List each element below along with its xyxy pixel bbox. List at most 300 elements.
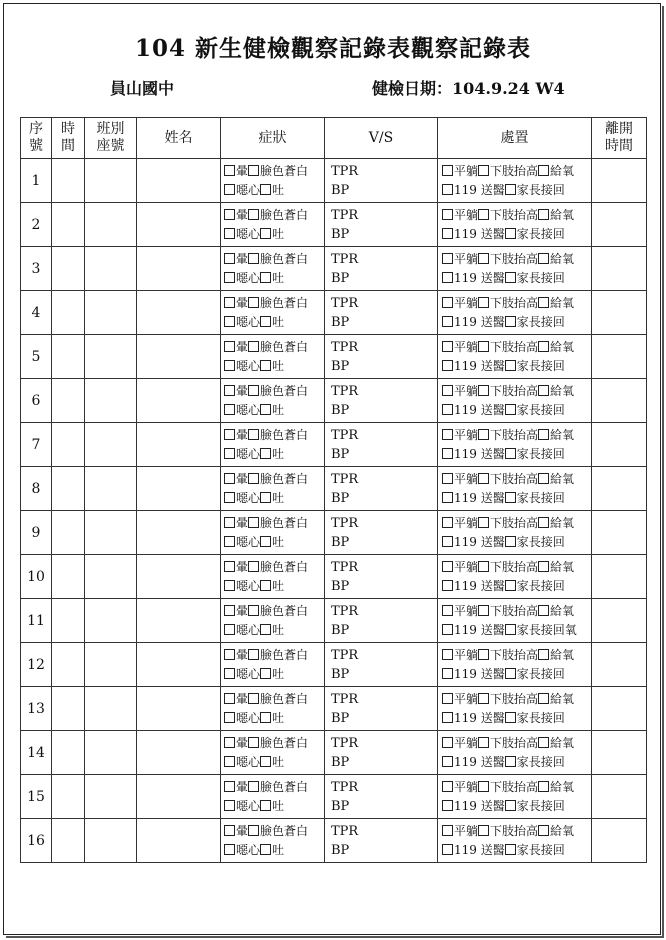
checkbox[interactable] — [248, 693, 259, 704]
tpr-label: TPR — [331, 559, 359, 575]
symptoms-line1 — [224, 382, 324, 401]
option-label: 119 送醫 — [454, 578, 505, 593]
checkbox[interactable] — [224, 404, 235, 415]
vs-cell[interactable] — [325, 291, 438, 335]
checkbox[interactable] — [505, 316, 516, 327]
option-label: 暈 — [236, 779, 249, 794]
symptoms-cell — [221, 467, 325, 511]
action-line1 — [442, 470, 591, 489]
time-cell[interactable] — [52, 731, 85, 775]
leave-time-cell[interactable] — [592, 731, 647, 775]
leave-time-cell[interactable] — [592, 379, 647, 423]
time-cell[interactable] — [52, 467, 85, 511]
checkbox[interactable] — [224, 517, 235, 528]
table-row — [21, 467, 647, 511]
option-label: 暈 — [236, 515, 249, 530]
option-label: 家長接回 — [516, 754, 565, 769]
leave-time-cell[interactable] — [592, 687, 647, 731]
leave-time-cell[interactable] — [592, 423, 647, 467]
symptoms-cell — [221, 203, 325, 247]
row-number: 8 — [21, 467, 52, 511]
checkbox[interactable] — [442, 844, 453, 855]
checkbox[interactable] — [224, 536, 235, 547]
checkbox[interactable] — [442, 297, 453, 308]
checkbox[interactable] — [260, 184, 271, 195]
header-leave-line1: 離開 — [605, 121, 633, 137]
checkbox[interactable] — [505, 404, 516, 415]
time-cell[interactable] — [52, 687, 85, 731]
checkbox[interactable] — [442, 605, 453, 616]
time-cell[interactable] — [52, 555, 85, 599]
vs-cell[interactable] — [325, 159, 438, 203]
leave-time-cell[interactable] — [592, 467, 647, 511]
option-label: 119 送醫 — [454, 182, 505, 197]
row-number: 16 — [21, 819, 52, 863]
checkbox[interactable] — [538, 561, 549, 572]
checkbox[interactable] — [260, 316, 271, 327]
option-label: 平躺 — [454, 647, 479, 662]
option-label: 吐 — [272, 402, 285, 417]
class-seat-cell[interactable] — [85, 335, 137, 379]
checkbox[interactable] — [478, 737, 489, 748]
checkbox[interactable] — [224, 649, 235, 660]
class-seat-cell[interactable] — [85, 467, 137, 511]
checkbox[interactable] — [478, 693, 489, 704]
class-seat-cell[interactable] — [85, 775, 137, 819]
checkbox[interactable] — [538, 429, 549, 440]
class-seat-cell[interactable] — [85, 643, 137, 687]
checkbox[interactable] — [442, 712, 453, 723]
name-cell[interactable] — [137, 555, 221, 599]
leave-time-cell[interactable] — [592, 203, 647, 247]
header-time-line1: 時 — [61, 121, 75, 137]
option-label: 吐 — [272, 710, 285, 725]
time-cell[interactable] — [52, 599, 85, 643]
checkbox[interactable] — [248, 825, 259, 836]
symptoms-line2 — [224, 269, 324, 288]
name-cell[interactable] — [137, 335, 221, 379]
checkbox[interactable] — [224, 165, 235, 176]
checkbox[interactable] — [442, 272, 453, 283]
option-label: 平躺 — [454, 603, 479, 618]
checkbox[interactable] — [442, 825, 453, 836]
vs-cell[interactable] — [325, 335, 438, 379]
checkbox[interactable] — [442, 737, 453, 748]
leave-time-cell[interactable] — [592, 511, 647, 555]
checkbox[interactable] — [505, 844, 516, 855]
checkbox[interactable] — [478, 253, 489, 264]
checkbox[interactable] — [538, 649, 549, 660]
vs-cell[interactable] — [325, 467, 438, 511]
checkbox[interactable] — [248, 473, 259, 484]
vs-cell[interactable] — [325, 643, 438, 687]
vs-cell[interactable] — [325, 599, 438, 643]
time-cell[interactable] — [52, 423, 85, 467]
checkbox[interactable] — [224, 184, 235, 195]
action-line2 — [442, 225, 591, 244]
class-seat-cell[interactable] — [85, 423, 137, 467]
option-label: 暈 — [236, 603, 249, 618]
time-cell[interactable] — [52, 643, 85, 687]
action-line1 — [442, 382, 591, 401]
class-seat-cell[interactable] — [85, 555, 137, 599]
checkbox[interactable] — [224, 316, 235, 327]
checkbox[interactable] — [224, 605, 235, 616]
checkbox[interactable] — [505, 624, 516, 635]
checkbox[interactable] — [260, 536, 271, 547]
checkbox[interactable] — [478, 649, 489, 660]
checkbox[interactable] — [505, 272, 516, 283]
name-cell[interactable] — [137, 599, 221, 643]
vs-cell[interactable] — [325, 247, 438, 291]
option-label: 家長接回 — [516, 446, 565, 461]
checkbox[interactable] — [224, 693, 235, 704]
checkbox[interactable] — [442, 668, 453, 679]
checkbox[interactable] — [260, 272, 271, 283]
time-cell[interactable] — [52, 203, 85, 247]
action-cell — [438, 423, 592, 467]
leave-time-cell[interactable] — [592, 819, 647, 863]
checkbox[interactable] — [260, 756, 271, 767]
leave-time-cell[interactable] — [592, 775, 647, 819]
option-label: 吐 — [272, 798, 285, 813]
option-label: 給氧 — [550, 559, 575, 574]
checkbox[interactable] — [442, 473, 453, 484]
symptoms-line2 — [224, 841, 324, 860]
option-label: 吐 — [272, 666, 285, 681]
leave-time-cell[interactable] — [592, 291, 647, 335]
checkbox[interactable] — [505, 536, 516, 547]
checkbox[interactable] — [248, 341, 259, 352]
checkbox[interactable] — [442, 624, 453, 635]
name-cell[interactable] — [137, 291, 221, 335]
header-leave-time — [592, 118, 647, 159]
checkbox[interactable] — [478, 341, 489, 352]
checkbox[interactable] — [505, 448, 516, 459]
checkbox[interactable] — [248, 561, 259, 572]
checkbox[interactable] — [224, 624, 235, 635]
checkbox[interactable] — [505, 668, 516, 679]
checkbox[interactable] — [538, 473, 549, 484]
checkbox[interactable] — [478, 473, 489, 484]
checkbox[interactable] — [248, 429, 259, 440]
checkbox[interactable] — [260, 800, 271, 811]
class-seat-cell[interactable] — [85, 687, 137, 731]
checkbox[interactable] — [224, 209, 235, 220]
checkbox[interactable] — [538, 253, 549, 264]
class-seat-cell[interactable] — [85, 203, 137, 247]
checkbox[interactable] — [248, 253, 259, 264]
header-symptoms: 症狀 — [221, 118, 325, 159]
checkbox[interactable] — [442, 517, 453, 528]
action-cell — [438, 247, 592, 291]
name-cell[interactable] — [137, 687, 221, 731]
checkbox[interactable] — [224, 561, 235, 572]
checkbox[interactable] — [442, 209, 453, 220]
checkbox[interactable] — [248, 737, 259, 748]
name-cell[interactable] — [137, 511, 221, 555]
checkbox[interactable] — [538, 693, 549, 704]
checkbox[interactable] — [442, 360, 453, 371]
checkbox[interactable] — [224, 844, 235, 855]
option-label: 暈 — [236, 647, 249, 662]
checkbox[interactable] — [442, 800, 453, 811]
checkbox[interactable] — [224, 448, 235, 459]
checkbox[interactable] — [442, 756, 453, 767]
leave-time-cell[interactable] — [592, 247, 647, 291]
checkbox[interactable] — [224, 429, 235, 440]
option-label: 家長接回 — [516, 182, 565, 197]
tpr-label: TPR — [331, 295, 359, 311]
checkbox[interactable] — [260, 844, 271, 855]
checkbox[interactable] — [442, 580, 453, 591]
name-cell[interactable] — [137, 159, 221, 203]
checkbox[interactable] — [224, 297, 235, 308]
checkbox[interactable] — [538, 825, 549, 836]
option-label: 噁心 — [236, 226, 261, 241]
checkbox[interactable] — [260, 624, 271, 635]
checkbox[interactable] — [538, 165, 549, 176]
checkbox[interactable] — [224, 756, 235, 767]
checkbox[interactable] — [224, 580, 235, 591]
checkbox[interactable] — [538, 209, 549, 220]
checkbox[interactable] — [248, 605, 259, 616]
time-cell[interactable] — [52, 247, 85, 291]
time-cell[interactable] — [52, 775, 85, 819]
row-number: 6 — [21, 379, 52, 423]
checkbox[interactable] — [260, 360, 271, 371]
checkbox[interactable] — [442, 385, 453, 396]
class-seat-cell[interactable] — [85, 511, 137, 555]
vs-cell[interactable] — [325, 687, 438, 731]
symptoms-line1 — [224, 426, 324, 445]
row-number: 15 — [21, 775, 52, 819]
vs-cell[interactable] — [325, 731, 438, 775]
checkbox[interactable] — [248, 297, 259, 308]
option-label: 噁心 — [236, 270, 261, 285]
checkbox[interactable] — [538, 297, 549, 308]
option-label: 臉色蒼白 — [260, 251, 309, 266]
checkbox[interactable] — [248, 517, 259, 528]
checkbox[interactable] — [442, 165, 453, 176]
checkbox[interactable] — [442, 404, 453, 415]
time-cell[interactable] — [52, 335, 85, 379]
checkbox[interactable] — [442, 341, 453, 352]
name-cell[interactable] — [137, 643, 221, 687]
checkbox[interactable] — [442, 561, 453, 572]
time-cell[interactable] — [52, 291, 85, 335]
option-label: 暈 — [236, 251, 249, 266]
vs-cell[interactable] — [325, 423, 438, 467]
checkbox[interactable] — [260, 712, 271, 723]
checkbox[interactable] — [248, 165, 259, 176]
checkbox[interactable] — [224, 253, 235, 264]
checkbox[interactable] — [505, 800, 516, 811]
checkbox[interactable] — [478, 605, 489, 616]
action-line2 — [442, 709, 591, 728]
class-seat-cell[interactable] — [85, 819, 137, 863]
checkbox[interactable] — [478, 517, 489, 528]
option-label: 吐 — [272, 754, 285, 769]
checkbox[interactable] — [538, 737, 549, 748]
checkbox[interactable] — [478, 385, 489, 396]
checkbox[interactable] — [260, 492, 271, 503]
vs-cell[interactable] — [325, 819, 438, 863]
checkbox[interactable] — [224, 360, 235, 371]
checkbox[interactable] — [538, 517, 549, 528]
action-line1 — [442, 206, 591, 225]
checkbox[interactable] — [260, 668, 271, 679]
checkbox[interactable] — [224, 825, 235, 836]
checkbox[interactable] — [224, 800, 235, 811]
option-label: 下肢抬高 — [490, 163, 539, 178]
checkbox[interactable] — [224, 272, 235, 283]
leave-time-cell[interactable] — [592, 335, 647, 379]
checkbox[interactable] — [505, 580, 516, 591]
option-label: 噁心 — [236, 754, 261, 769]
option-label: 噁心 — [236, 314, 261, 329]
name-cell[interactable] — [137, 775, 221, 819]
checkbox[interactable] — [224, 737, 235, 748]
checkbox[interactable] — [248, 649, 259, 660]
class-seat-cell[interactable] — [85, 291, 137, 335]
checkbox[interactable] — [442, 448, 453, 459]
symptoms-cell — [221, 819, 325, 863]
class-seat-cell[interactable] — [85, 731, 137, 775]
time-cell[interactable] — [52, 159, 85, 203]
checkbox[interactable] — [248, 385, 259, 396]
checkbox[interactable] — [260, 228, 271, 239]
checkbox[interactable] — [538, 605, 549, 616]
time-cell[interactable] — [52, 379, 85, 423]
option-label: 給氧 — [550, 251, 575, 266]
name-cell[interactable] — [137, 247, 221, 291]
action-line2 — [442, 269, 591, 288]
checkbox[interactable] — [224, 492, 235, 503]
row-number: 10 — [21, 555, 52, 599]
checkbox[interactable] — [224, 385, 235, 396]
checkbox[interactable] — [442, 316, 453, 327]
checkbox[interactable] — [224, 712, 235, 723]
checkbox[interactable] — [478, 429, 489, 440]
vs-cell[interactable] — [325, 203, 438, 247]
name-cell[interactable] — [137, 731, 221, 775]
option-label: 給氧 — [550, 207, 575, 222]
vs-cell[interactable] — [325, 379, 438, 423]
checkbox[interactable] — [260, 580, 271, 591]
name-cell[interactable] — [137, 203, 221, 247]
class-seat-cell[interactable] — [85, 247, 137, 291]
checkbox[interactable] — [538, 781, 549, 792]
checkbox[interactable] — [505, 184, 516, 195]
leave-time-cell[interactable] — [592, 599, 647, 643]
checkbox[interactable] — [442, 649, 453, 660]
checkbox[interactable] — [442, 781, 453, 792]
option-label: 臉色蒼白 — [260, 383, 309, 398]
option-label: 119 送醫 — [454, 314, 505, 329]
symptoms-line1 — [224, 778, 324, 797]
checkbox[interactable] — [442, 228, 453, 239]
checkbox[interactable] — [505, 360, 516, 371]
checkbox[interactable] — [478, 209, 489, 220]
checkbox[interactable] — [442, 693, 453, 704]
checkbox[interactable] — [478, 561, 489, 572]
checkbox[interactable] — [248, 781, 259, 792]
checkbox[interactable] — [260, 404, 271, 415]
checkbox[interactable] — [224, 341, 235, 352]
table-row — [21, 599, 647, 643]
checkbox[interactable] — [478, 825, 489, 836]
checkbox[interactable] — [224, 668, 235, 679]
class-seat-cell[interactable] — [85, 159, 137, 203]
checkbox[interactable] — [224, 473, 235, 484]
option-label: 暈 — [236, 163, 249, 178]
row-number: 1 — [21, 159, 52, 203]
checkbox[interactable] — [224, 228, 235, 239]
option-label: 119 送醫 — [454, 270, 505, 285]
name-cell[interactable] — [137, 467, 221, 511]
vs-cell[interactable] — [325, 555, 438, 599]
checkbox[interactable] — [442, 429, 453, 440]
option-label: 下肢抬高 — [490, 603, 539, 618]
checkbox[interactable] — [478, 781, 489, 792]
option-label: 臉色蒼白 — [260, 427, 309, 442]
symptoms-line2 — [224, 357, 324, 376]
checkbox[interactable] — [442, 492, 453, 503]
option-label: 119 送醫 — [454, 358, 505, 373]
class-seat-cell[interactable] — [85, 599, 137, 643]
vs-cell[interactable] — [325, 511, 438, 555]
checkbox[interactable] — [478, 165, 489, 176]
checkbox[interactable] — [505, 712, 516, 723]
checkbox[interactable] — [538, 385, 549, 396]
leave-time-cell[interactable] — [592, 643, 647, 687]
checkbox[interactable] — [538, 341, 549, 352]
class-seat-cell[interactable] — [85, 379, 137, 423]
name-cell[interactable] — [137, 819, 221, 863]
symptoms-cell — [221, 687, 325, 731]
name-cell[interactable] — [137, 423, 221, 467]
checkbox[interactable] — [248, 209, 259, 220]
checkbox[interactable] — [505, 228, 516, 239]
tpr-label: TPR — [331, 251, 359, 267]
checkbox[interactable] — [224, 781, 235, 792]
checkbox[interactable] — [478, 297, 489, 308]
time-cell[interactable] — [52, 511, 85, 555]
tpr-label: TPR — [331, 735, 359, 751]
header-class-seat — [85, 118, 137, 159]
option-label: 家長接回 — [516, 842, 565, 857]
time-cell[interactable] — [52, 819, 85, 863]
checkbox[interactable] — [442, 253, 453, 264]
option-label: 暈 — [236, 295, 249, 310]
leave-time-cell[interactable] — [592, 555, 647, 599]
bp-label: BP — [331, 842, 350, 858]
checkbox[interactable] — [260, 448, 271, 459]
option-label: 119 送醫 — [454, 534, 505, 549]
bp-label: BP — [331, 666, 350, 682]
checkbox[interactable] — [442, 536, 453, 547]
checkbox[interactable] — [505, 492, 516, 503]
header-seq-line2: 號 — [29, 138, 43, 154]
leave-time-cell[interactable] — [592, 159, 647, 203]
checkbox[interactable] — [442, 184, 453, 195]
checkbox[interactable] — [505, 756, 516, 767]
name-cell[interactable] — [137, 379, 221, 423]
action-cell — [438, 599, 592, 643]
vs-cell[interactable] — [325, 775, 438, 819]
option-label: 119 送醫 — [454, 666, 505, 681]
